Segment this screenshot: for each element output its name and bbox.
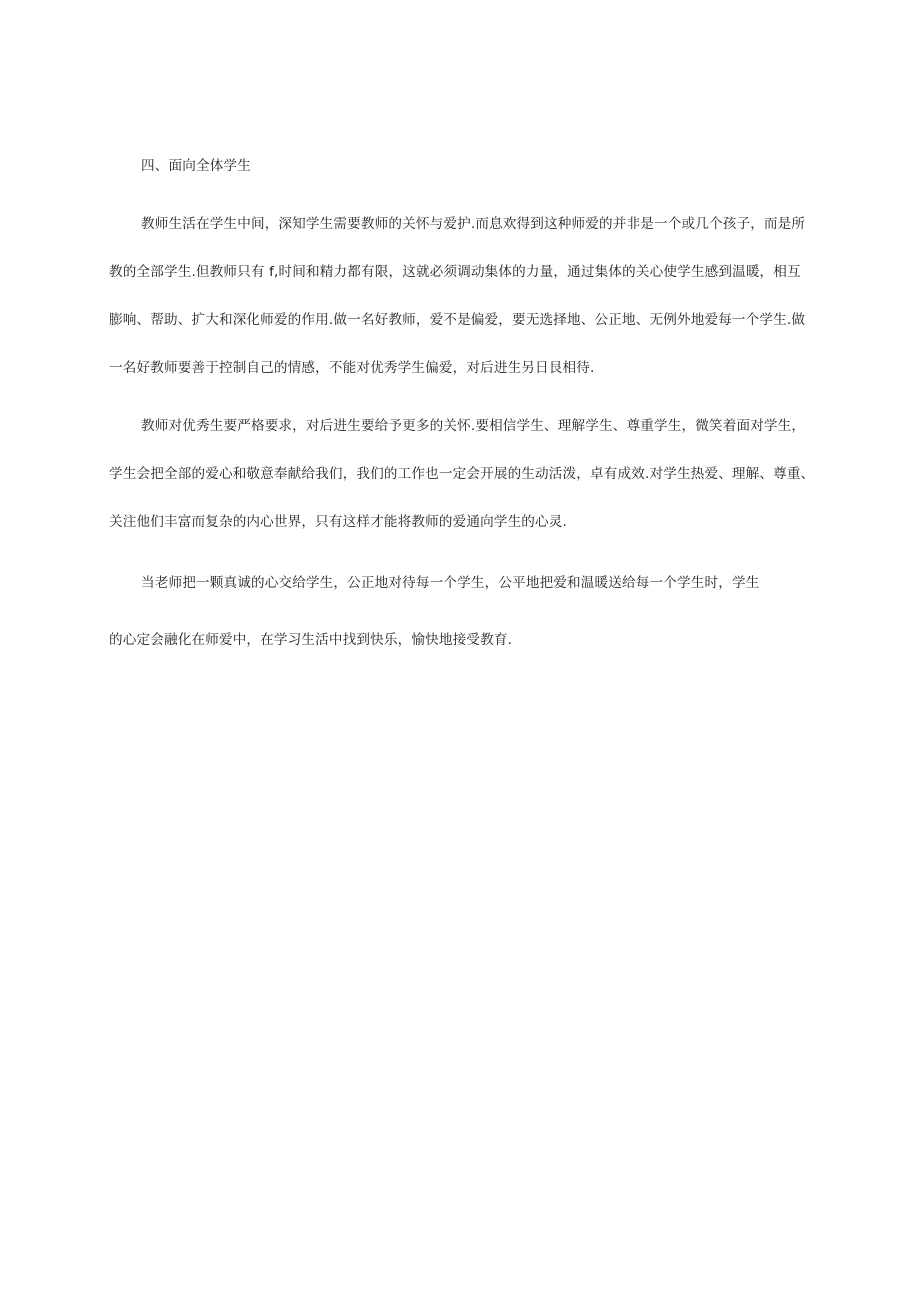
paragraph-1-line-3: 膨响、帮助、扩大和深化师爱的作用.做一名好教师，爱不是偏爱，要无选择地、公正地、无例外地爱每一个学生.做 xyxy=(109,312,806,328)
paragraph-2-line-2: 学生会把全部的爱心和敬意奉献给我们，我们的工作也一定会开展的生动活泼，卓有成效.对学生热爱、理解、尊重、 xyxy=(109,466,815,482)
section-heading: 四、面向全体学生 xyxy=(141,158,251,174)
paragraph-2-line-1: 教师对优秀生要严格要求，对后进生要给予更多的关怀.要相信学生、理解学生、尊重学生，微笑着面对学生， xyxy=(141,418,806,434)
paragraph-1-line-4: 一名好教师要善于控制自己的情感，不能对优秀学生偏爱，对后进生另日艮相待. xyxy=(109,360,595,376)
paragraph-2-line-3: 关注他们丰富而复杂的内心世界，只有这样才能将教师的爱通向学生的心灵. xyxy=(109,514,568,530)
paragraph-3-line-1: 当老师把一颗真诚的心交给学生，公正地对待每一个学生，公平地把爱和温暖送给每一个学生时，学生 xyxy=(141,575,760,591)
paragraph-3-line-2: 的心定会融化在师爱中，在学习生活中找到快乐，愉快地接受教育. xyxy=(109,632,513,648)
paragraph-1-line-1: 教师生活在学生中间，深知学生需要教师的关怀与爱护.而息欢得到这种师爱的并非是一个或几个孩子，而是所 xyxy=(141,216,806,232)
paragraph-1-line-2: 教的全部学生.但教师只有 f,时间和精力都有限，这就必须调动集体的力量，通过集体的关心使学生感到温暖，相互 xyxy=(109,264,801,280)
